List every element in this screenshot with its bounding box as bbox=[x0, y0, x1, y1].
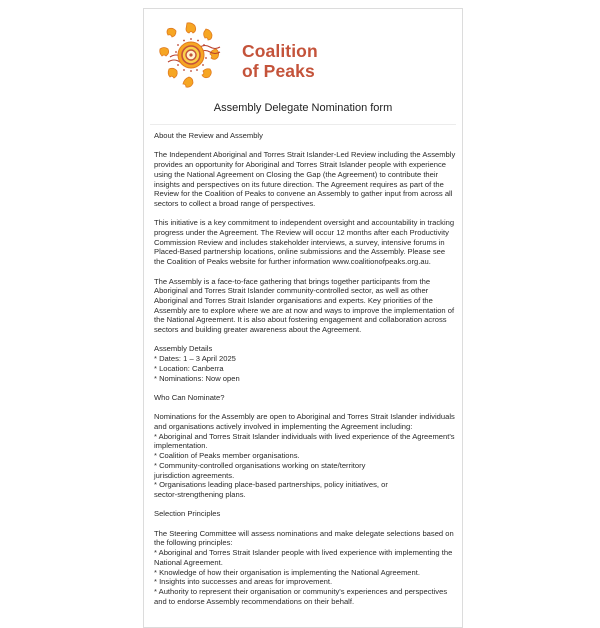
form-card bbox=[143, 8, 463, 628]
brand-name-line2: of Peaks bbox=[242, 61, 315, 81]
who-item: * Aboriginal and Torres Strait Islander individuals with lived experience of the Agreement's implementation. bbox=[154, 431, 455, 451]
who-intro: Nominations for the Assembly are open to Aboriginal and Torres Strait Islander individuals and organisations actively involved in implementing the Agreement including: bbox=[154, 412, 455, 431]
who-can-nominate bbox=[154, 412, 456, 499]
selection-item: * Authority to represent their organisation or community's experiences and perspectives and to endorse Assembly recommendations on their behalf. bbox=[154, 586, 448, 606]
details-item-nominations: * Nominations: Now open bbox=[154, 373, 240, 383]
about-paragraph-1: The Independent Aboriginal and Torres Strait Islander-Led Review including the Assembly provides an opportunity for Aboriginal and Torres Strait Islander people with experience using the National Agreement on Closing the Gap (the Agreement) to contribute their insights and perspectives on its future direction. The Agreement requires as part of the Review for the Coalition of Peaks to convene an Assembly to gather input from across all sectors to collect a broad range of perspectives. bbox=[154, 150, 456, 208]
coalition-of-peaks-logo bbox=[156, 21, 326, 89]
form-description bbox=[154, 131, 456, 616]
sun-dot-art-logo-icon bbox=[156, 21, 226, 89]
selection-item: * Insights into successes and areas for improvement. bbox=[154, 577, 333, 587]
assembly-details bbox=[154, 344, 456, 383]
form-title: Assembly Delegate Nomination form bbox=[213, 102, 393, 114]
about-heading: About the Review and Assembly bbox=[154, 131, 263, 140]
about-paragraph-3: The Assembly is a face-to-face gathering that brings together participants from the Aboriginal and Torres Strait Islander community-controlled sector, as well as other Aboriginal and Torres Strait Islander organisations and experts. Key priorities of the Assembly are to explore where we are at now and ways to improve the implementation of the National Agreement. It is also about fostering engagement and collaboration across sectors and building greater awareness about the Agreement. bbox=[154, 276, 455, 335]
selection-item: * Aboriginal and Torres Strait Islander people with lived experience with implementing the National Agreement. bbox=[154, 548, 453, 567]
about-paragraph-2: This initiative is a key commitment to independent oversight and accountability in tracking progress under the Agreement. The Review will occur 12 months after each Productivity Commission Review and includes stakeholder interviews, a survey, intensive forums in Placed-Based partnership locations, online submissions and the Assembly. Please see the Coalition of Peaks website for further information www.coalitionofpeaks.org.au. bbox=[154, 218, 455, 267]
details-item-dates: * Dates: 1 – 3 April 2025 bbox=[154, 354, 236, 364]
who-heading: Who Can Nominate? bbox=[154, 392, 225, 402]
brand-name bbox=[242, 41, 318, 81]
selection-item: * Knowledge of how their organisation is implementing the National Agreement. bbox=[154, 567, 420, 577]
selection-heading: Selection Principles bbox=[154, 509, 221, 519]
who-item: * Community-controlled organisations working on state/territory jurisdiction agreements. bbox=[154, 460, 366, 480]
who-item: * Organisations leading place-based partnerships, policy initiatives, or sector-strengthening plans. bbox=[154, 480, 388, 499]
details-heading: Assembly Details bbox=[154, 344, 213, 354]
selection-principles bbox=[154, 529, 456, 607]
selection-intro: The Steering Committee will assess nominations and make delegate selections based on the following principles: bbox=[154, 528, 454, 548]
who-item: * Coalition of Peaks member organisations. bbox=[154, 451, 300, 461]
brand-name-line1: Coalition bbox=[242, 41, 318, 61]
details-item-location: * Location: Canberra bbox=[154, 363, 224, 373]
title-divider bbox=[150, 124, 456, 125]
